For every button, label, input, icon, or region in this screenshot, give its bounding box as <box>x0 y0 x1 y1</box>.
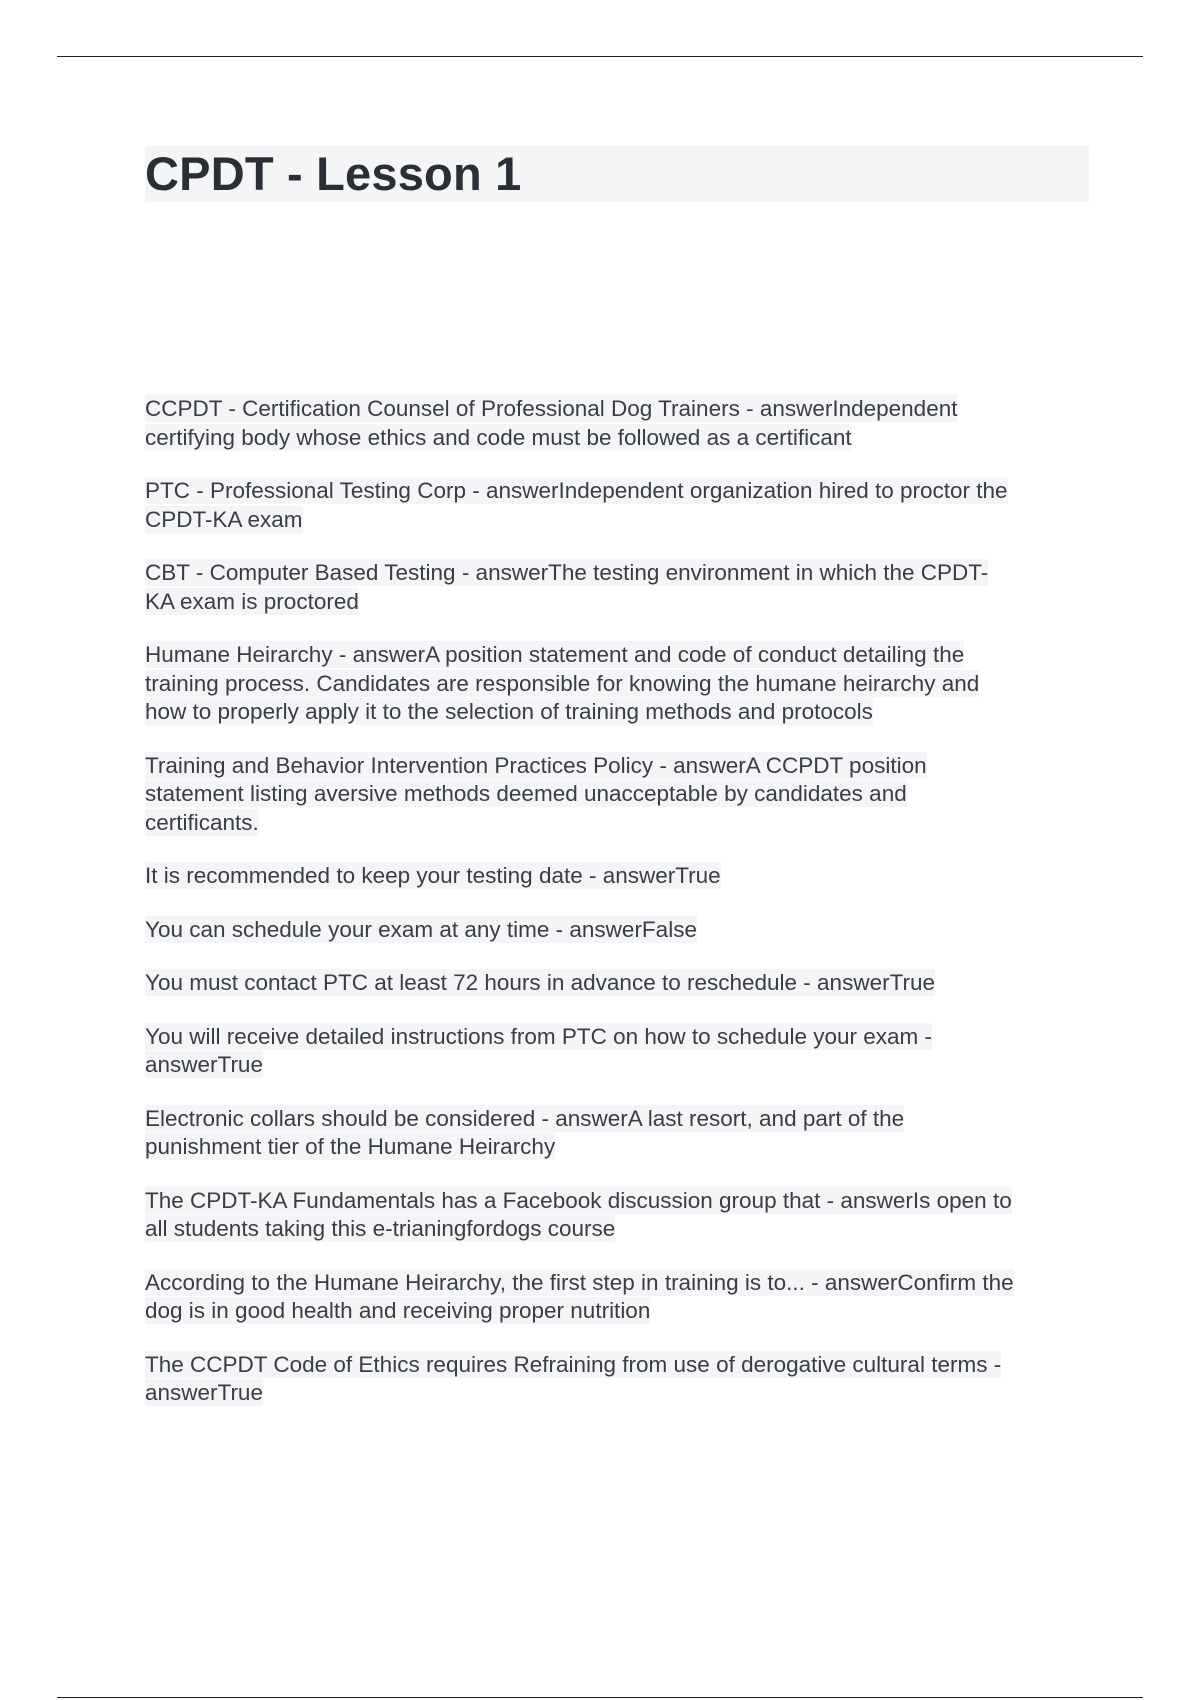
flashcard-entry: Electronic collars should be considered - answerA last resort, and part of the punishment tier of the Humane Heirarchy <box>145 1105 905 1159</box>
flashcard-entry: You can schedule your exam at any time - answerFalse <box>145 916 697 942</box>
flashcard-list <box>145 395 1089 1433</box>
flashcard-entry: You will receive detailed instructions from PTC on how to schedule your exam - answerTrue <box>145 1023 933 1077</box>
flashcard-entry: The CPDT-KA Fundamentals has a Facebook discussion group that - answerIs open to all students taking this e-trianingfordogs course <box>145 1187 1012 1241</box>
bottom-rule <box>57 1697 1143 1698</box>
flashcard-entry: Humane Heirarchy - answerA position statement and code of conduct detailing the training process. Candidates are responsible for knowing the humane heirarchy and how to properly apply it to the selection of training methods and protocols <box>145 642 980 724</box>
flashcard-entry: According to the Humane Heirarchy, the first step in training is to... - answerConfirm the dog is in good health and receiving proper nutrition <box>145 1269 1014 1323</box>
top-rule <box>57 56 1143 57</box>
flashcard-entry: Training and Behavior Intervention Practices Policy - answerA CCPDT position statement listing aversive methods deemed unacceptable by candidates and certificants. <box>145 752 927 835</box>
flashcard-entry: CBT - Computer Based Testing - answerThe testing environment in which the CPDT- KA exam is proctored <box>145 560 989 614</box>
flashcard-entry: The CCPDT Code of Ethics requires Refraining from use of derogative cultural terms - answerTrue <box>145 1351 1002 1405</box>
flashcard-entry: You must contact PTC at least 72 hours in advance to reschedule - answerTrue <box>145 970 936 995</box>
flashcard-entry: PTC - Professional Testing Corp - answerIndependent organization hired to proctor the CPDT-KA exam <box>145 478 1008 532</box>
flashcard-entry: CCPDT - Certification Counsel of Professional Dog Trainers - answerIndependent certifying body whose ethics and code must be followed as a certificant <box>145 396 958 450</box>
page-title: CPDT - Lesson 1 <box>145 147 522 200</box>
flashcard-entry: It is recommended to keep your testing date - answerTrue <box>145 863 721 888</box>
